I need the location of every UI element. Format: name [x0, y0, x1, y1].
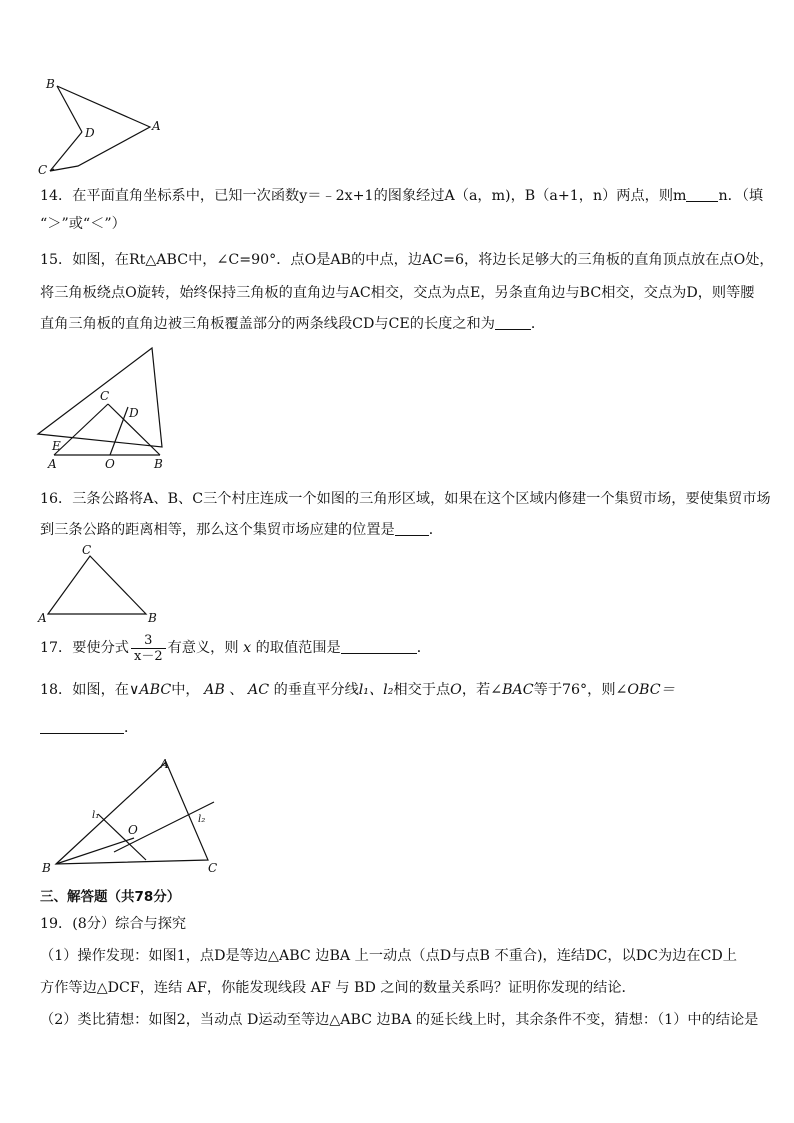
q15-label-c: C: [100, 389, 110, 403]
q19-part2-line1: （2）类比猜想：如图2，当动点 D运动至等边△ABC 边BA 的延长线上时，其余条件不变，猜想：（1）中的结论是: [40, 1012, 759, 1028]
q19-title: 19．(8分）综合与探究: [40, 916, 187, 932]
q16-label-b: B: [148, 611, 157, 625]
q18-label-a: A: [160, 757, 169, 771]
figure-q16: [32, 542, 172, 627]
q13-label-c: C: [38, 163, 48, 177]
q17-answer-blank[interactable]: [341, 639, 417, 654]
q15-line3: 直角三角板的直角边被三角板覆盖部分的两条线段CD与CE的长度之和为 ．: [40, 316, 546, 332]
q15-line2: 将三角板绕点O旋转，始终保持三角板的直角边与AC相交，交点为点E，另条直角边与BC相交，交点为D，则等腰: [40, 285, 755, 301]
q18-l1: [98, 814, 146, 860]
q13-bd: [57, 86, 82, 132]
q18-line1: 18．如图，在∨ABC中， AB 、 AC 的垂直平分线l₁、l₂相交于点O，若∠BAC等于76°，则∠OBC＝: [40, 682, 675, 698]
figure-q13: [30, 72, 170, 182]
q15-label-e: E: [52, 439, 61, 453]
q14-line1: 14．在平面直角坐标系中，已知一次函数y＝﹣2x+1的图象经过A（a，m)，B（a+1，n）两点，则m n．（填: [40, 188, 764, 204]
q15-ac: [54, 404, 108, 455]
q15-label-d: D: [129, 406, 139, 420]
q15-label-o: O: [105, 457, 115, 471]
q16-line2: 到三条公路的距离相等，那么这个集贸市场应建的位置是 ．: [40, 522, 443, 538]
q13-outline: [50, 86, 150, 171]
q18-line2: ．: [40, 718, 138, 738]
q18-label-o: O: [128, 823, 138, 837]
q15-answer-blank[interactable]: [495, 315, 531, 330]
q13-label-a: A: [152, 119, 161, 133]
q13-dc: [50, 132, 82, 171]
q17-line: 17．要使分式 $\frac{3}{x-2}$ 有意义，则 x 的取值范围是 ．: [40, 632, 431, 664]
q15-line1: 15．如图，在Rt△ABC中，∠C=90°．点O是AB的中点，边AC=6，将边长足够大的三角板的直角顶点放在点O处，: [40, 252, 774, 268]
q19-part1-line1: （1）操作发现：如图1，点D是等边△ABC 边BA 上一动点（点D与点B 不重合)，连结DC，以DC为边在CD上: [40, 948, 737, 964]
q16-line1: 16．三条公路将A、B、C三个村庄连成一个如图的三角形区域，如果在这个区域内修建一个集贸市场，要使集贸市场: [40, 491, 771, 507]
q18-label-b: B: [42, 861, 51, 875]
q17-fraction: $\frac{3}{x-2}$: [131, 633, 166, 664]
q18-triangle: [56, 762, 208, 864]
q18-label-l1: l₁: [92, 810, 100, 821]
q16-answer-blank[interactable]: [395, 521, 429, 536]
q16-label-a: A: [38, 611, 47, 625]
q14-line2: “＞”或“＜”）: [40, 216, 126, 232]
q15-label-b: B: [154, 457, 163, 471]
q18-label-l2: l₂: [198, 814, 206, 825]
q13-label-b: B: [46, 77, 55, 91]
q19-part1-line2: 方作等边△DCF，连结 AF，你能发现线段 AF 与 BD 之间的数量关系吗？证明你发现的结论．: [40, 980, 636, 996]
section-three-heading: 三、解答题（共78分）: [40, 889, 181, 905]
q13-label-d: D: [85, 126, 95, 140]
q16-label-c: C: [82, 543, 92, 557]
q18-label-c: C: [208, 861, 218, 875]
q18-bo: [56, 838, 134, 864]
q15-label-a: A: [48, 457, 57, 471]
q18-answer-blank[interactable]: [40, 719, 124, 734]
figure-q18: [36, 752, 236, 880]
q14-answer-blank[interactable]: [686, 187, 718, 202]
q16-triangle: [48, 556, 146, 614]
figure-q15: [30, 342, 180, 472]
